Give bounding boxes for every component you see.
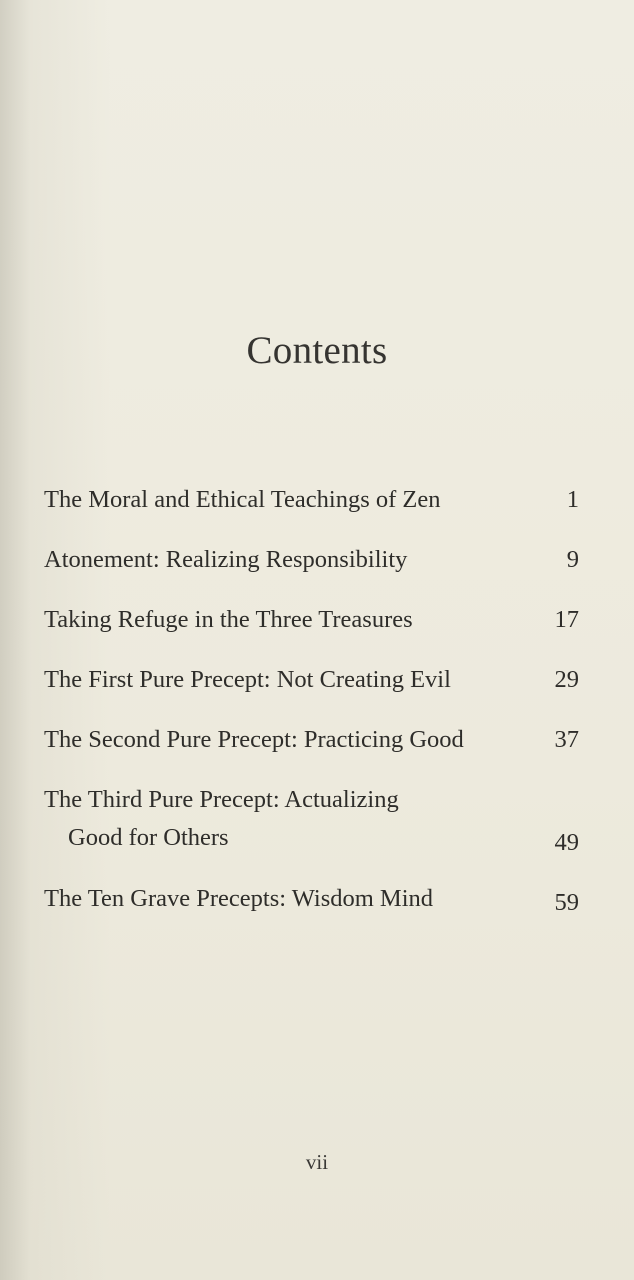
- toc-entry-page: 1: [566, 486, 579, 513]
- toc-entry-page: 49: [554, 829, 579, 856]
- toc-entry-title: The Moral and Ethical Teachings of Zen: [44, 486, 441, 513]
- toc-entry-title: The Ten Grave Precepts: Wisdom Mind: [44, 885, 433, 912]
- toc-entry-page: 37: [554, 726, 579, 753]
- page-number: vii: [305, 1150, 329, 1174]
- page-title: Contents: [246, 329, 388, 372]
- toc-entry-title: Atonement: Realizing Responsibility: [44, 546, 408, 573]
- toc-entry-title-continued: Good for Others: [68, 824, 229, 851]
- toc-entry-page: 17: [554, 606, 579, 633]
- toc-entry: [44, 781, 634, 861]
- toc-entry-title: The Third Pure Precept: Actualizing: [44, 786, 399, 813]
- toc-entry-title: Taking Refuge in the Three Treasures: [44, 606, 413, 633]
- toc-entry-page: 29: [554, 666, 579, 693]
- toc-entry-title: The First Pure Precept: Not Creating Evil: [44, 666, 451, 693]
- toc-entry-title: The Second Pure Precept: Practicing Good: [44, 726, 464, 753]
- toc-entry-page: 59: [554, 889, 579, 916]
- toc-entry-page: 9: [566, 546, 579, 573]
